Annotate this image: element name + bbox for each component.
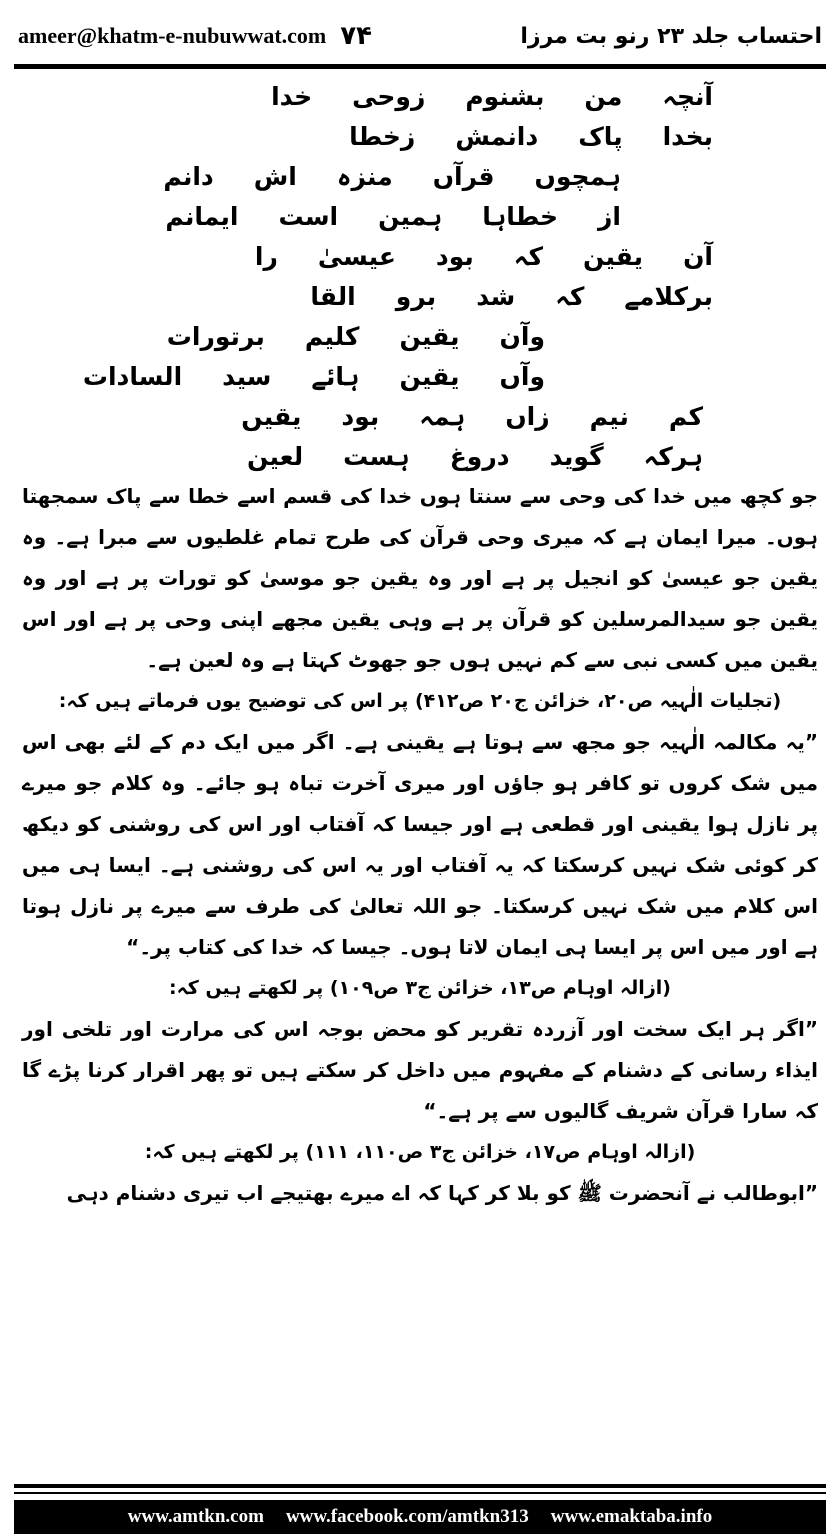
quote-block: ”ابوطالب نے آنحضرت ﷺ کو بلا کر کہا کہ اے میرے بھتیجے اب تیری دشنام دہی bbox=[66, 1181, 818, 1205]
verse-word: عیسیٰ bbox=[317, 241, 396, 271]
verse-word: دروغ bbox=[449, 441, 510, 471]
verse-word: آنچہ bbox=[662, 81, 713, 111]
verse-word: سید bbox=[222, 361, 272, 391]
quote-block: ”یہ مکالمہ الٰہیہ جو مجھ سے ہوتا ہے یقینی ہے۔ اگر میں ایک دم کے لئے بھی اس میں شک کروں تو کافر ہو جاؤں اور میری آخرت تباہ ہو جائے۔ وہ کلام جو میرے پر نازل ہوا یقینی اور قطعی ہے اور جیسا کہ آفتاب اور اس کی روشنی کو دیکھ کر کوئی شک نہیں کرسکتا کہ یہ آفتاب اور یہ اس کی روشنی ہے۔ ایسا ہی میں اس کلام میں شک نہیں کرسکتا۔ جو اللہ تعالیٰ کی طرف سے میرے پر نازل ہوتا ہے اور میں اس پر ایسا ہی ایمان لاتا ہوں۔ جیسا کہ خدا کی کتاب پر۔“ bbox=[22, 730, 818, 959]
reference-line: (تجلیات الٰہیہ ص۲۰، خزائن ج۲۰ ص۴۱۲) پر اس کی توضیح یوں فرماتے ہیں کہ: bbox=[58, 690, 782, 712]
verse-word: دانم bbox=[163, 161, 214, 191]
verse-word: وآن bbox=[499, 321, 545, 351]
quote-block: ”اگر ہر ایک سخت اور آزردہ تقریر کو محض بوجہ اس کی مرارت اور تلخی اور ایذاء رسانی کے دشنام کے مفہوم میں داخل کر سکتے ہیں تو پھر اقرار کرنا پڑے گا کہ سارا قرآن شریف گالیوں سے پر ہے۔“ bbox=[22, 1017, 818, 1123]
verse-word: اش bbox=[253, 161, 297, 191]
reference-line: (ازالہ اوہام ص۱۳، خزائن ج۳ ص۱۰۹) پر لکھتے ہیں کہ: bbox=[169, 977, 671, 999]
poem bbox=[22, 76, 818, 476]
verse-word: یقیں bbox=[241, 401, 302, 431]
verse-word: آن bbox=[683, 241, 713, 271]
verse-word: بشنوم bbox=[465, 81, 545, 111]
footer-bar bbox=[14, 1500, 826, 1534]
footer-rule-thick bbox=[14, 1484, 826, 1488]
verse-word: دانمش bbox=[455, 121, 539, 151]
page-number: ۷۴ bbox=[340, 21, 373, 51]
verse-word: خدا bbox=[271, 81, 313, 111]
book-title: احتساب جلد ۲۳ رنو بت مرزا bbox=[520, 23, 822, 49]
verse-word: برکلامے bbox=[624, 281, 713, 311]
verse-word: یقین bbox=[399, 361, 460, 391]
verse-word: گوید bbox=[549, 441, 604, 471]
verse-word: وآں bbox=[499, 361, 545, 391]
verse-word: یقین bbox=[399, 321, 460, 351]
verse-line bbox=[22, 156, 713, 196]
verse-word: زاں bbox=[505, 401, 550, 431]
reference-line: (ازالہ اوہام ص۱۷، خزائن ج۳ ص۱۱۰، ۱۱۱) پر لکھتے ہیں کہ: bbox=[144, 1141, 696, 1163]
verse-line bbox=[22, 76, 713, 116]
footer-link-facebook[interactable]: www.facebook.com/amtkn313 bbox=[285, 1506, 529, 1527]
header-email: ameer@khatm-e-nubuwwat.com bbox=[18, 23, 327, 48]
verse-word: ہرکہ bbox=[643, 441, 703, 471]
verse-word: زخطا bbox=[349, 121, 416, 151]
verse-line bbox=[22, 276, 713, 316]
verse-word: منزہ bbox=[336, 161, 393, 191]
verse-word: القا bbox=[310, 281, 356, 311]
verse-word: ہست bbox=[343, 441, 410, 471]
verse-word: بود bbox=[435, 241, 474, 271]
verse-word: شد bbox=[476, 281, 516, 311]
verse-line bbox=[22, 396, 713, 436]
verse-word: ایمانم bbox=[165, 201, 239, 231]
verse-line bbox=[22, 236, 713, 276]
verse-word: السادات bbox=[82, 361, 183, 391]
verse-word: کلیم bbox=[304, 321, 360, 351]
verse-word: ہمچوں bbox=[534, 161, 621, 191]
verse-line bbox=[22, 116, 713, 156]
footer-link-website[interactable]: www.amtkn.com bbox=[127, 1506, 264, 1527]
paragraph-translation: جو کچھ میں خدا کی وحی سے سنتا ہوں خدا کی قسم اسے خطا سے پاک سمجھتا ہوں۔ میرا ایمان ہے کہ میری وحی قرآن کی طرح تمام غلطیوں سے مبرا ہے۔ وہ یقین جو عیسیٰ کو انجیل پر ہے اور وہ یقین جو موسیٰ کو تورات پر ہے اور وہ یقین جو سیدالمرسلین کو قرآن پر ہے وہی یقین مجھے اپنی وحی پر ہے اور اس یقین میں کسی نبی سے کم نہیں ہوں جو جھوٹ کہتا ہے وہ لعین ہے۔ bbox=[22, 484, 818, 672]
verse-word: قرآں bbox=[432, 161, 495, 191]
verse-word: بود bbox=[341, 401, 380, 431]
verse-line bbox=[22, 316, 713, 356]
verse-word: برتورات bbox=[166, 321, 265, 351]
footer-rule-thin bbox=[14, 1492, 826, 1494]
verse-word: ہمین bbox=[378, 201, 443, 231]
footer-link-emaktaba[interactable]: www.emaktaba.info bbox=[550, 1506, 713, 1527]
verse-line bbox=[22, 196, 713, 236]
header-rule bbox=[14, 64, 826, 69]
verse-word: کہ bbox=[555, 281, 585, 311]
verse-word: است bbox=[278, 201, 339, 231]
verse-word: بخدا bbox=[662, 121, 713, 151]
verse-word: کہ bbox=[513, 241, 543, 271]
verse-word: من bbox=[584, 81, 623, 111]
verse-word: یقین bbox=[582, 241, 644, 271]
verse-word: برو bbox=[395, 281, 437, 311]
verse-line bbox=[22, 356, 713, 396]
header-left bbox=[18, 21, 372, 51]
page-body bbox=[22, 76, 818, 1214]
verse-word: کم bbox=[668, 401, 703, 431]
verse-word: از bbox=[598, 201, 621, 231]
verse-word: ہائے bbox=[311, 361, 360, 391]
verse-word: پاک bbox=[578, 121, 623, 151]
page-header bbox=[18, 14, 822, 58]
verse-word: خطاہا bbox=[482, 201, 559, 231]
verse-line bbox=[22, 436, 713, 476]
verse-word: نیم bbox=[589, 401, 629, 431]
verse-word: ہمہ bbox=[419, 401, 466, 431]
verse-word: لعین bbox=[246, 441, 304, 471]
verse-word: را bbox=[254, 241, 278, 271]
verse-word: زوحی bbox=[352, 81, 426, 111]
